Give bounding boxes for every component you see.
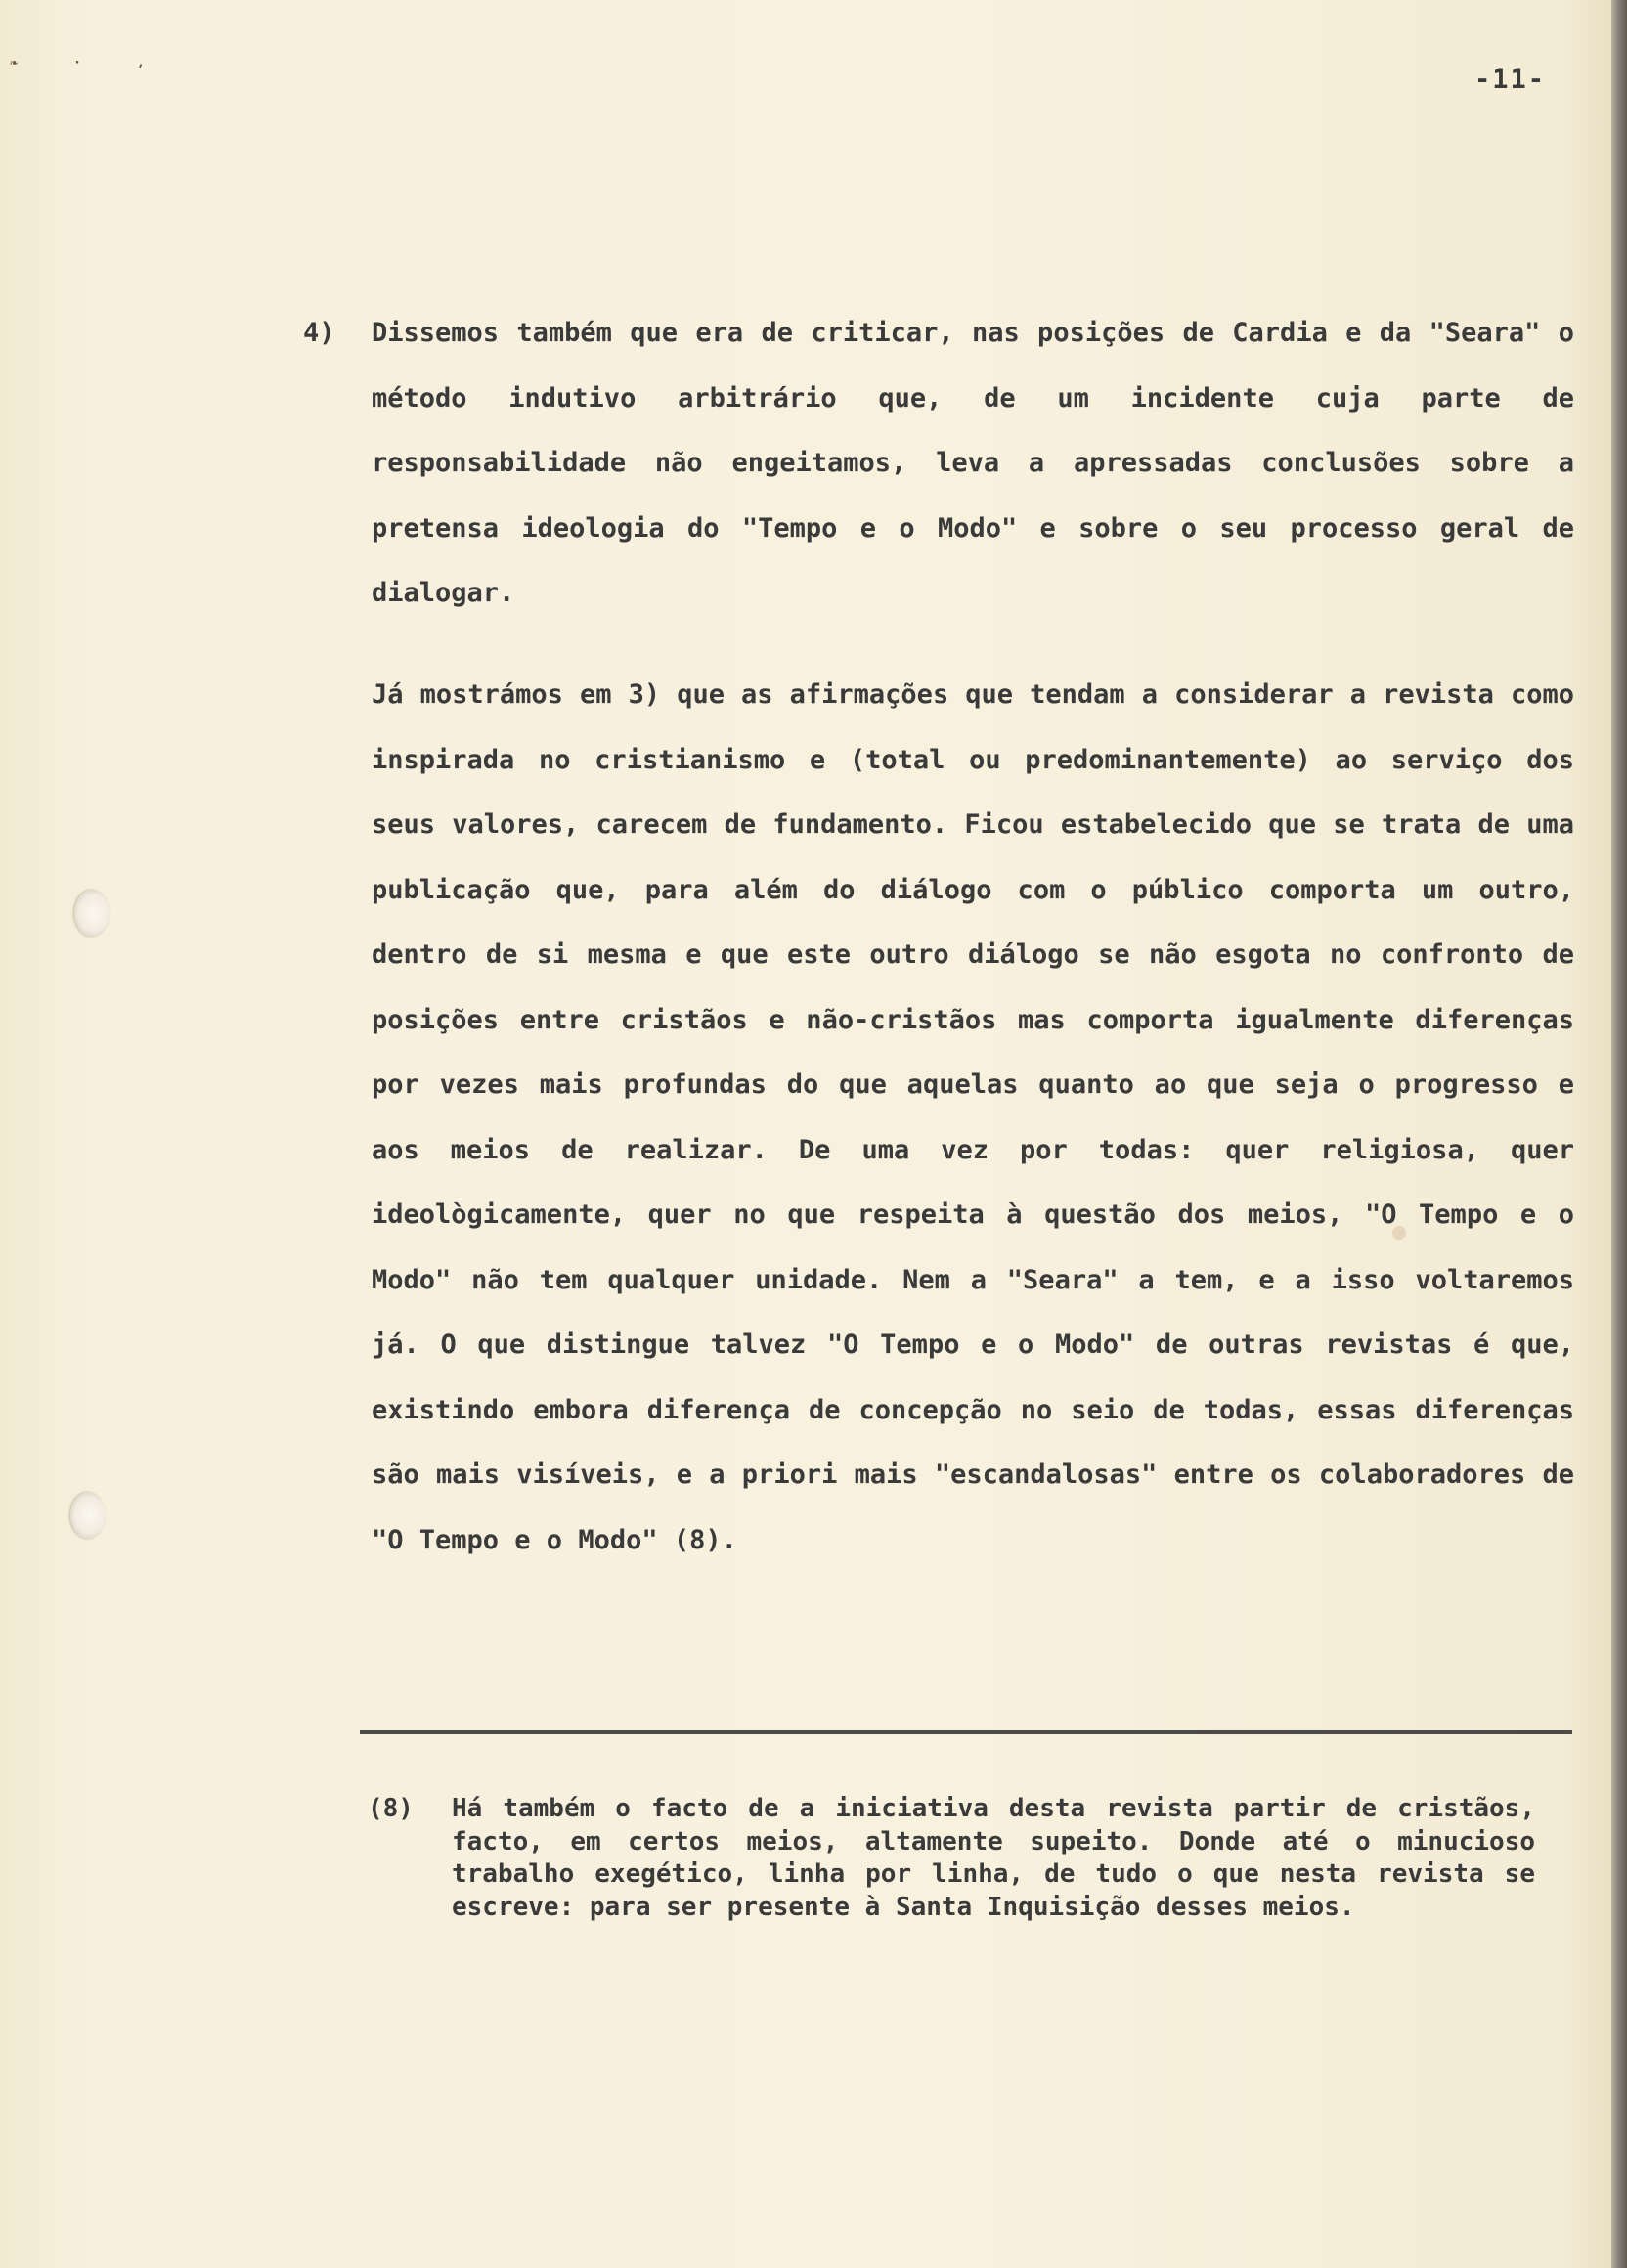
paragraph-4	[372, 301, 1574, 627]
paragraph-text: Já mostrámos em 3) que as afirmações que tendam a considerar a revista como inspirada no cristianismo e (total ou predominantemente) ao serviço dos seus valores, carecem de fundamento. Ficou estabelecido que se trata de uma publicação que, para além do diálogo com o público comporta um outro, dentro de si mesma e que este outro diálogo se não esgota no confronto de posições entre cristãos e não-cristãos mas comporta igualmente diferenças por vezes mais profundas do que aquelas quanto ao que seja o progresso e aos meios de realizar. De uma vez por todas: quer religiosa, quer ideològicamente, quer no que respeita à questão dos meios, "O Tempo e o Modo" não tem qualquer unidade. Nem a "Seara" a tem, e a isso voltaremos já. O que distingue talvez "O Tempo e o Modo" de outras revistas é que, existindo embora diferença de concepção no seio de todas, essas diferenças são mais visíveis, e a priori mais "escandalosas" entre os colaboradores de "O Tempo e o Modo" (8).	[372, 679, 1574, 1555]
footnote-separator	[360, 1730, 1572, 1734]
edge-marks: ❧ · ,	[10, 55, 169, 70]
paragraph-continuation	[372, 663, 1574, 1573]
footnote-text: Há também o facto de a iniciativa desta revista partir de cristãos, facto, em certos meios, altamente supeito. Donde até o minucioso trabalho exegético, linha por linha, de tudo o que nesta revista se escreve: para ser presente à Santa Inquisição desses meios.	[452, 1794, 1535, 1922]
footnote-marker: (8)	[368, 1794, 414, 1823]
page-number: -11-	[1474, 65, 1547, 95]
punch-hole	[70, 1492, 106, 1539]
paragraph-text: Dissemos também que era de criticar, nas posições de Cardia e da "Seara" o método indutivo arbitrário que, de um incidente cuja parte de responsabilidade não engeitamos, leva a apressadas conclusões sobre a pretensa ideologia do "Tempo e o Modo" e sobre o seu processo geral de dialogar.	[372, 318, 1574, 608]
punch-hole	[74, 890, 110, 937]
page-edge-shadow	[1611, 0, 1627, 2268]
paragraph-number: 4)	[303, 318, 335, 348]
